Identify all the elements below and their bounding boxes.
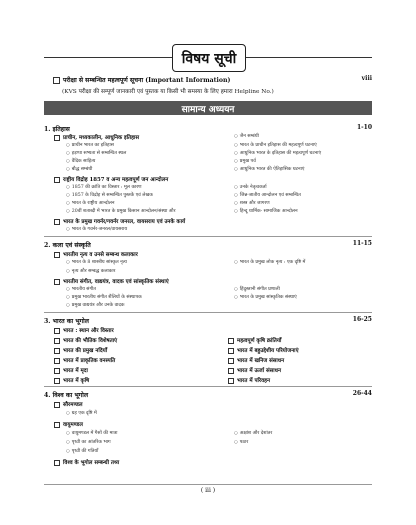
list-item: ○ प्रमुख भारतीय संगीत शैलियों के संस्थापक: [66, 294, 142, 300]
list-item: ○ जैन सम्बंधी: [234, 133, 259, 139]
list-item: ○ आधुनिक भारत की ऐतिहासिक घटनाएं: [234, 166, 304, 172]
list-item: ○ आधुनिक भारत के इतिहास की महत्वपूर्ण घटनाएं: [234, 150, 321, 156]
section-pages: 26-44: [352, 390, 372, 397]
list-item: ○ जिन्न-जातीय आन्दोलन एवं सम्बन्धित: [234, 192, 301, 198]
list-item: ○ पृथ्वी की गतियाँ: [66, 448, 98, 454]
list-item: ○ नृत्य और सम्बद्ध कलाकार: [66, 268, 115, 274]
subheading: भारत में प्राकृतिक वनस्पति: [54, 356, 115, 364]
subheading: भारत में बहुउद्देशीय परियोजनाएं: [228, 346, 299, 354]
divider: [44, 236, 372, 237]
list-item: ○ भारत के प्राचीन इतिहास की महत्वपूर्ण घटनाएं: [234, 142, 317, 148]
list-item: ○ भारतीय संगीत: [66, 286, 96, 292]
list-item: ○ हिन्दू धार्मिक- सामाजिक आन्दोलन: [234, 208, 298, 214]
section-banner: सामान्य अध्ययन: [44, 101, 372, 115]
subheading: विश्व के भूगोल सम्बन्धी तथ्य: [54, 458, 119, 466]
list-item: ○ उनके नेतृत्वकर्ता: [234, 184, 267, 190]
list-item: ○ भारत के प्रमुख सांस्कृतिक संस्थाएं: [234, 294, 297, 300]
list-item: ○ 1857 के विद्रोह से सम्बन्धित पुस्तकें एवं लेखक: [66, 192, 153, 198]
subheading: सौरमण्डल: [54, 400, 83, 408]
subheading: प्राचीन, मध्यकालीन, आधुनिक इतिहास: [54, 133, 139, 141]
info-row: [53, 75, 230, 84]
section-world-geography: [44, 390, 372, 399]
subheading: भारत की भौतिक विशेषताएं: [54, 336, 117, 344]
list-item: ○ अक्षांश और देशांतर: [234, 430, 272, 436]
section-india-geography: [44, 316, 372, 325]
subheading: भारतीय संगीत, वाद्ययंत्र, वादक एवं सांस्कृतिक संस्थाएं: [54, 277, 169, 285]
list-item: ○ प्रमुख पर्व: [234, 158, 256, 164]
subheading: वायुमण्डल: [54, 420, 83, 428]
page-number: ( iii ): [200, 487, 216, 494]
list-item: ○ भारत के राष्ट्रीय आन्दोलन: [66, 200, 114, 206]
list-item: ○ बौद्ध सम्बंधी: [66, 166, 92, 172]
list-item: ○ वायुमण्डल में गैसों की मात्रा: [66, 430, 117, 436]
footer-rule: [44, 484, 372, 485]
list-item: ○ भारत के 8 शास्त्रीय सांस्कृत नृत्य: [66, 259, 127, 265]
section-pages: 1-10: [356, 124, 372, 131]
info-sub: (KVS परीक्षा की सम्पूर्ण जानकारी एवं पुस्तक या किसी भी समस्या के लिए हमारा Helpline No.): [62, 89, 274, 95]
list-item: ○ प्राचीन भारत का इतिहास: [66, 142, 114, 148]
info-page: viii: [361, 75, 372, 82]
checkbox-icon: [53, 77, 60, 84]
list-item: ○ पृथ्वी का आंतरिक भाग: [66, 439, 111, 445]
list-item: ○ 1857 की क्रांति का विस्तार : मूल कारण: [66, 184, 142, 190]
subheading: भारत में ऊर्जा संसाधन: [228, 366, 281, 374]
list-item: ○ 20वीं शताब्दी में भारत के प्रमुख किसान आन्दोलन/संस्था और: [66, 208, 176, 214]
subheading: भारत में परिवहन: [228, 376, 270, 384]
list-item: ○ वैदिक साहित्य: [66, 158, 95, 164]
list-item: ○ भारत के गवर्नर-जनरल/वायसराय: [66, 226, 127, 232]
list-item: ○ भारत के प्रमुख लोक नृत्य : एक दृष्टि में: [234, 259, 305, 265]
subheading: भारतीय नृत्य व उनसे सम्बन्ध कलाकार: [54, 250, 138, 258]
subheading: भारत की प्रमुख नदियाँ: [54, 346, 107, 354]
subheading: भारत में खनिज संसाधन: [228, 356, 284, 364]
section-culture: [44, 240, 372, 249]
section-label: 3. भारत का भूगोल: [44, 318, 89, 325]
section-label: 4. विश्व का भूगोल: [44, 392, 89, 399]
list-item: ○ हिंदुस्तानी संगीत प्रणाली: [234, 286, 280, 292]
list-item: ○ प्रमुख वाद्ययंत्र और उनके वादक: [66, 302, 125, 308]
divider: [44, 386, 372, 387]
list-item: ○ पठार: [234, 439, 248, 445]
section-history: [44, 124, 372, 133]
list-item: ○ ग्रह एक दृष्टि में: [66, 410, 97, 416]
subheading: राष्ट्रीय विद्रोह 1857 व अन्य महत्वपूर्ण जन आन्दोलन: [54, 175, 168, 183]
subheading: भारत में मृदा: [54, 366, 88, 374]
subheading: भारत : स्थान और विस्तार: [54, 326, 114, 334]
subheading: भारत के प्रमुख गवर्नर/गवर्नर जनरल, वायसराय एवं उनके कार्य: [54, 217, 185, 225]
section-label: 2. कला एवं संस्कृति: [44, 242, 91, 249]
list-item: ○ हड़प्पा सभ्यता से सम्बन्धित स्थल: [66, 150, 126, 156]
divider: [44, 312, 372, 313]
info-label: परीक्षा से सम्बन्धित महत्वपूर्ण सूचना (Important Information): [63, 77, 231, 84]
subheading: महत्वपूर्ण कृषि क्रांतियाँ: [228, 336, 281, 344]
subheading: भारत में कृषि: [54, 376, 89, 384]
list-item: ○ शस्त्र और जागरण: [234, 200, 270, 206]
page-title: विषय सूची: [172, 44, 246, 72]
section-pages: 16-25: [352, 316, 372, 323]
section-label: 1. इतिहास: [44, 126, 70, 133]
section-pages: 11-15: [352, 240, 372, 247]
